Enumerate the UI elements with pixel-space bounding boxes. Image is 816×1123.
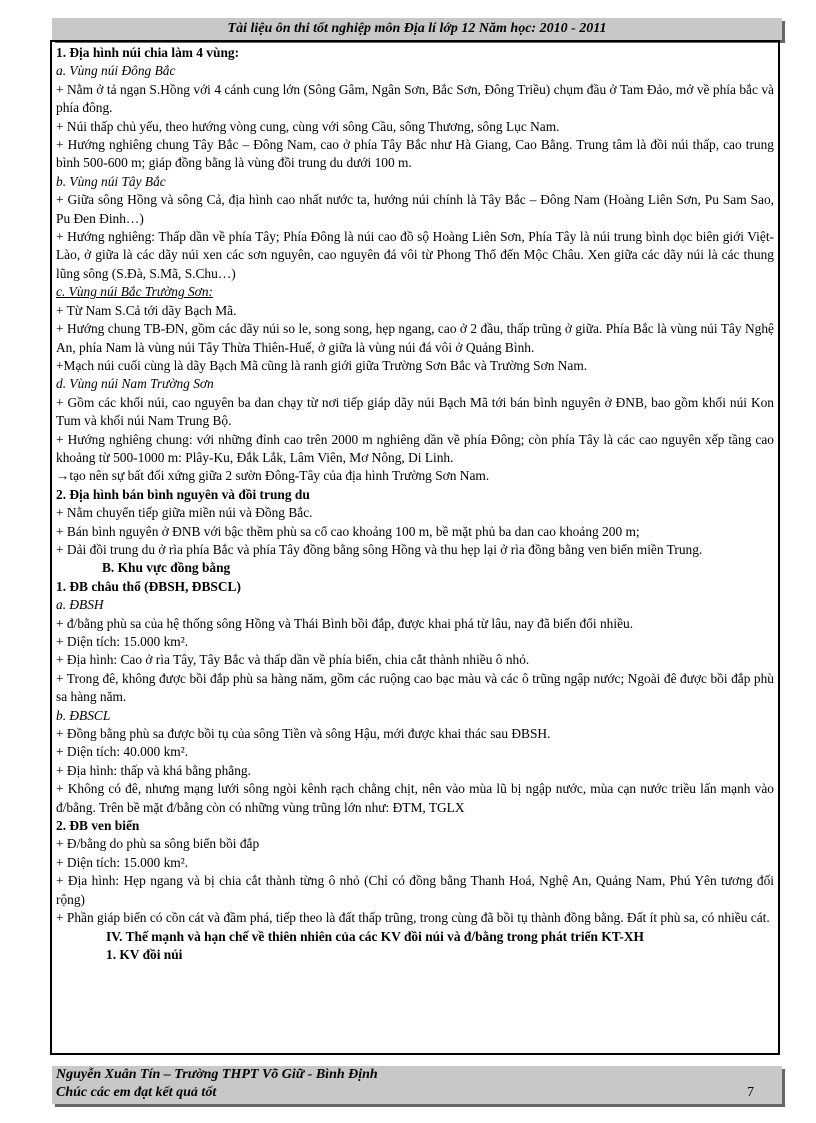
paragraph: + Bán bình nguyên ở ĐNB với bậc thềm phù sa cổ cao khoảng 100 m, bề mặt phủ ba dan cao khoảng 200 m;	[56, 523, 640, 539]
footer-wish: Chúc các em đạt kết quả tốt	[56, 1085, 217, 1100]
arrow-icon: →	[56, 468, 70, 484]
paragraph: + Hướng nghiêng chung Tây Bắc – Đông Nam, cao ở phía Tây Bắc như Hà Giang, Cao Bằng. Trung tâm là đồi núi thấp, cao trung bình 500-600 m; giáp đồng bằng là vùng đồi trung du dưới 100 m.	[56, 137, 774, 171]
page-footer	[52, 1066, 782, 1104]
section-heading: 2. ĐB ven biển	[56, 818, 140, 834]
paragraph: + Đ/bằng do phù sa sông biển bồi đắp	[56, 836, 260, 852]
subsection-title: b. ĐBSCL	[56, 707, 111, 723]
paragraph: + Trong đê, không được bồi đắp phù sa hàng năm, gồm các ruộng cao bạc màu và các ô trũng ngập nước; Ngoài đê được bồi đắp phù sa hàng năm.	[56, 670, 774, 705]
paragraph: + Đồng bằng phù sa được bồi tụ của sông Tiền và sông Hậu, mới được khai thác sau ĐBSH.	[56, 726, 551, 742]
paragraph: + Diện tích: 15.000 km².	[56, 634, 189, 649]
subsection-title: a. ĐBSH	[56, 597, 104, 613]
paragraph: + Hướng nghiêng chung: với những đỉnh cao trên 2000 m nghiêng dần về phía Đông; còn phía Tây là các cao nguyên xếp tầng cao khoảng từ 500-1000 m: Plây-Ku, Đắk Lắk, Lâm Viên, Mơ Nông, Di Linh.	[56, 431, 774, 465]
footer-author: Nguyễn Xuân Tín – Trường THPT Võ Giữ - Bình Định	[56, 1067, 378, 1082]
paragraph: + Giữa sông Hồng và sông Cả, địa hình cao nhất nước ta, hướng núi chính là Tây Bắc – Đông Nam (Hoàng Liên Sơn, Pu Sam Sao, Pu Đen Đinh…)	[56, 192, 774, 226]
paragraph: + Nằm ở tả ngạn S.Hồng với 4 cánh cung lớn (Sông Gâm, Ngân Sơn, Bắc Sơn, Đông Triều) chụm đầu ở Tam Đảo, mở về phía bắc và phía đông.	[56, 81, 774, 116]
subsection-title: c. Vùng núi Bắc Trường Sơn:	[56, 284, 213, 300]
header-title: Tài liệu ôn thi tốt nghiệp môn Địa lí lớp 12 Năm học: 2010 - 2011	[227, 21, 607, 36]
paragraph	[56, 467, 774, 485]
section-heading: 1. ĐB châu thổ (ĐBSH, ĐBSCL)	[56, 578, 241, 594]
paragraph: + Dải đồi trung du ở rìa phía Bắc và phía Tây đồng bằng sông Hồng và thu hẹp lại ở rìa đồng bằng ven biển miền Trung.	[56, 541, 703, 557]
page-number: 7	[747, 1085, 754, 1100]
section-heading: 2. Địa hình bán bình nguyên và đồi trung du	[56, 486, 310, 502]
part-heading: B. Khu vực đồng bằng	[102, 560, 231, 576]
paragraph-text: tạo nên sự bất đối xứng giữa 2 sườn Đông-Tây của địa hình Trường Sơn Nam.	[69, 468, 490, 484]
section-heading: 1. Địa hình núi chia làm 4 vùng:	[56, 45, 240, 60]
paragraph: + Từ Nam S.Cả tới dãy Bạch Mã.	[56, 302, 237, 318]
paragraph: + Diện tích: 15.000 km².	[56, 854, 189, 870]
paragraph: + đ/bằng phù sa của hệ thống sông Hồng và Thái Bình bồi đắp, được khai phá từ lâu, nay đã biến đổi nhiều.	[56, 615, 634, 631]
part-heading: IV. Thế mạnh và hạn chế về thiên nhiên của các KV đồi núi và đ/bằng trong phát triển KT-XH	[106, 928, 644, 944]
subsection-title: a. Vùng núi Đông Bắc	[56, 63, 176, 79]
paragraph: + Không có đê, nhưng mạng lưới sông ngòi kênh rạch chằng chịt, nên vào mùa lũ bị ngập nước, mùa cạn nước triều lấn mạnh vào đ/bằng. Trên bề mặt đ/bằng còn có những vùng trũng lớn như: ĐTM, TGLX	[56, 781, 774, 815]
section-heading: 1. KV đồi núi	[106, 946, 183, 962]
paragraph: + Địa hình: Hẹp ngang và bị chia cắt thành từng ô nhỏ (Chỉ có đồng bằng Thanh Hoá, Nghệ An, Quảng Nam, Phú Yên tương đối rộng)	[56, 873, 774, 907]
paragraph: + Địa hình: thấp và khá bằng phẳng.	[56, 762, 251, 778]
page-header	[52, 18, 782, 40]
paragraph: + Địa hình: Cao ở rìa Tây, Tây Bắc và thấp dần về phía biển, chia cắt thành nhiều ô nhỏ.	[56, 652, 530, 668]
paragraph: + Diện tích: 40.000 km².	[56, 744, 189, 760]
paragraph: +Mạch núi cuối cùng là dãy Bạch Mã cũng là ranh giới giữa Trường Sơn Bắc và Trường Sơn Nam.	[56, 357, 588, 373]
paragraph: + Nằm chuyển tiếp giữa miền núi và Đồng Bắc.	[56, 505, 313, 521]
paragraph: + Hướng nghiêng: Thấp dần về phía Tây; Phía Đông là núi cao đồ sộ Hoàng Liên Sơn, Phía Tây là núi trung bình dọc biên giới Việt-Lào, ở giữa là các dãy núi xen các sơn nguyên, cao nguyên đá vôi từ Phong Thổ đến Mộc Châu. Xen giữa các dãy núi là các thung lũng sông (S.Đà, S.Mã, S.Chu…)	[56, 229, 774, 281]
paragraph: + Gồm các khối núi, cao nguyên ba dan chạy từ nơi tiếp giáp dãy núi Bạch Mã tới bán bình nguyên ở ĐNB, bao gồm khối núi Kon Tum và khối núi Nam Trung Bộ.	[56, 394, 774, 429]
subsection-title: b. Vùng núi Tây Bắc	[56, 173, 166, 189]
content-box	[50, 40, 780, 1055]
paragraph: + Núi thấp chủ yếu, theo hướng vòng cung, cùng với sông Cầu, sông Thương, sông Lục Nam.	[56, 118, 560, 134]
paragraph: + Phần giáp biển có cồn cát và đầm phá, tiếp theo là đất thấp trũng, trong cùng đã bồi tụ thành đồng bằng. Đất ít phù sa, có nhiều cát.	[56, 910, 770, 926]
subsection-title: d. Vùng núi Nam Trường Sơn	[56, 376, 214, 392]
paragraph: + Hướng chung TB-ĐN, gồm các dãy núi so le, song song, hẹp ngang, cao ở 2 đầu, thấp trũng ở giữa. Phía Bắc là vùng núi Tây Nghệ An, phía Nam là vùng núi Tây Thừa Thiên-Huế, ở giữa là vùng núi đá vôi ở Quảng Bình.	[56, 321, 774, 355]
